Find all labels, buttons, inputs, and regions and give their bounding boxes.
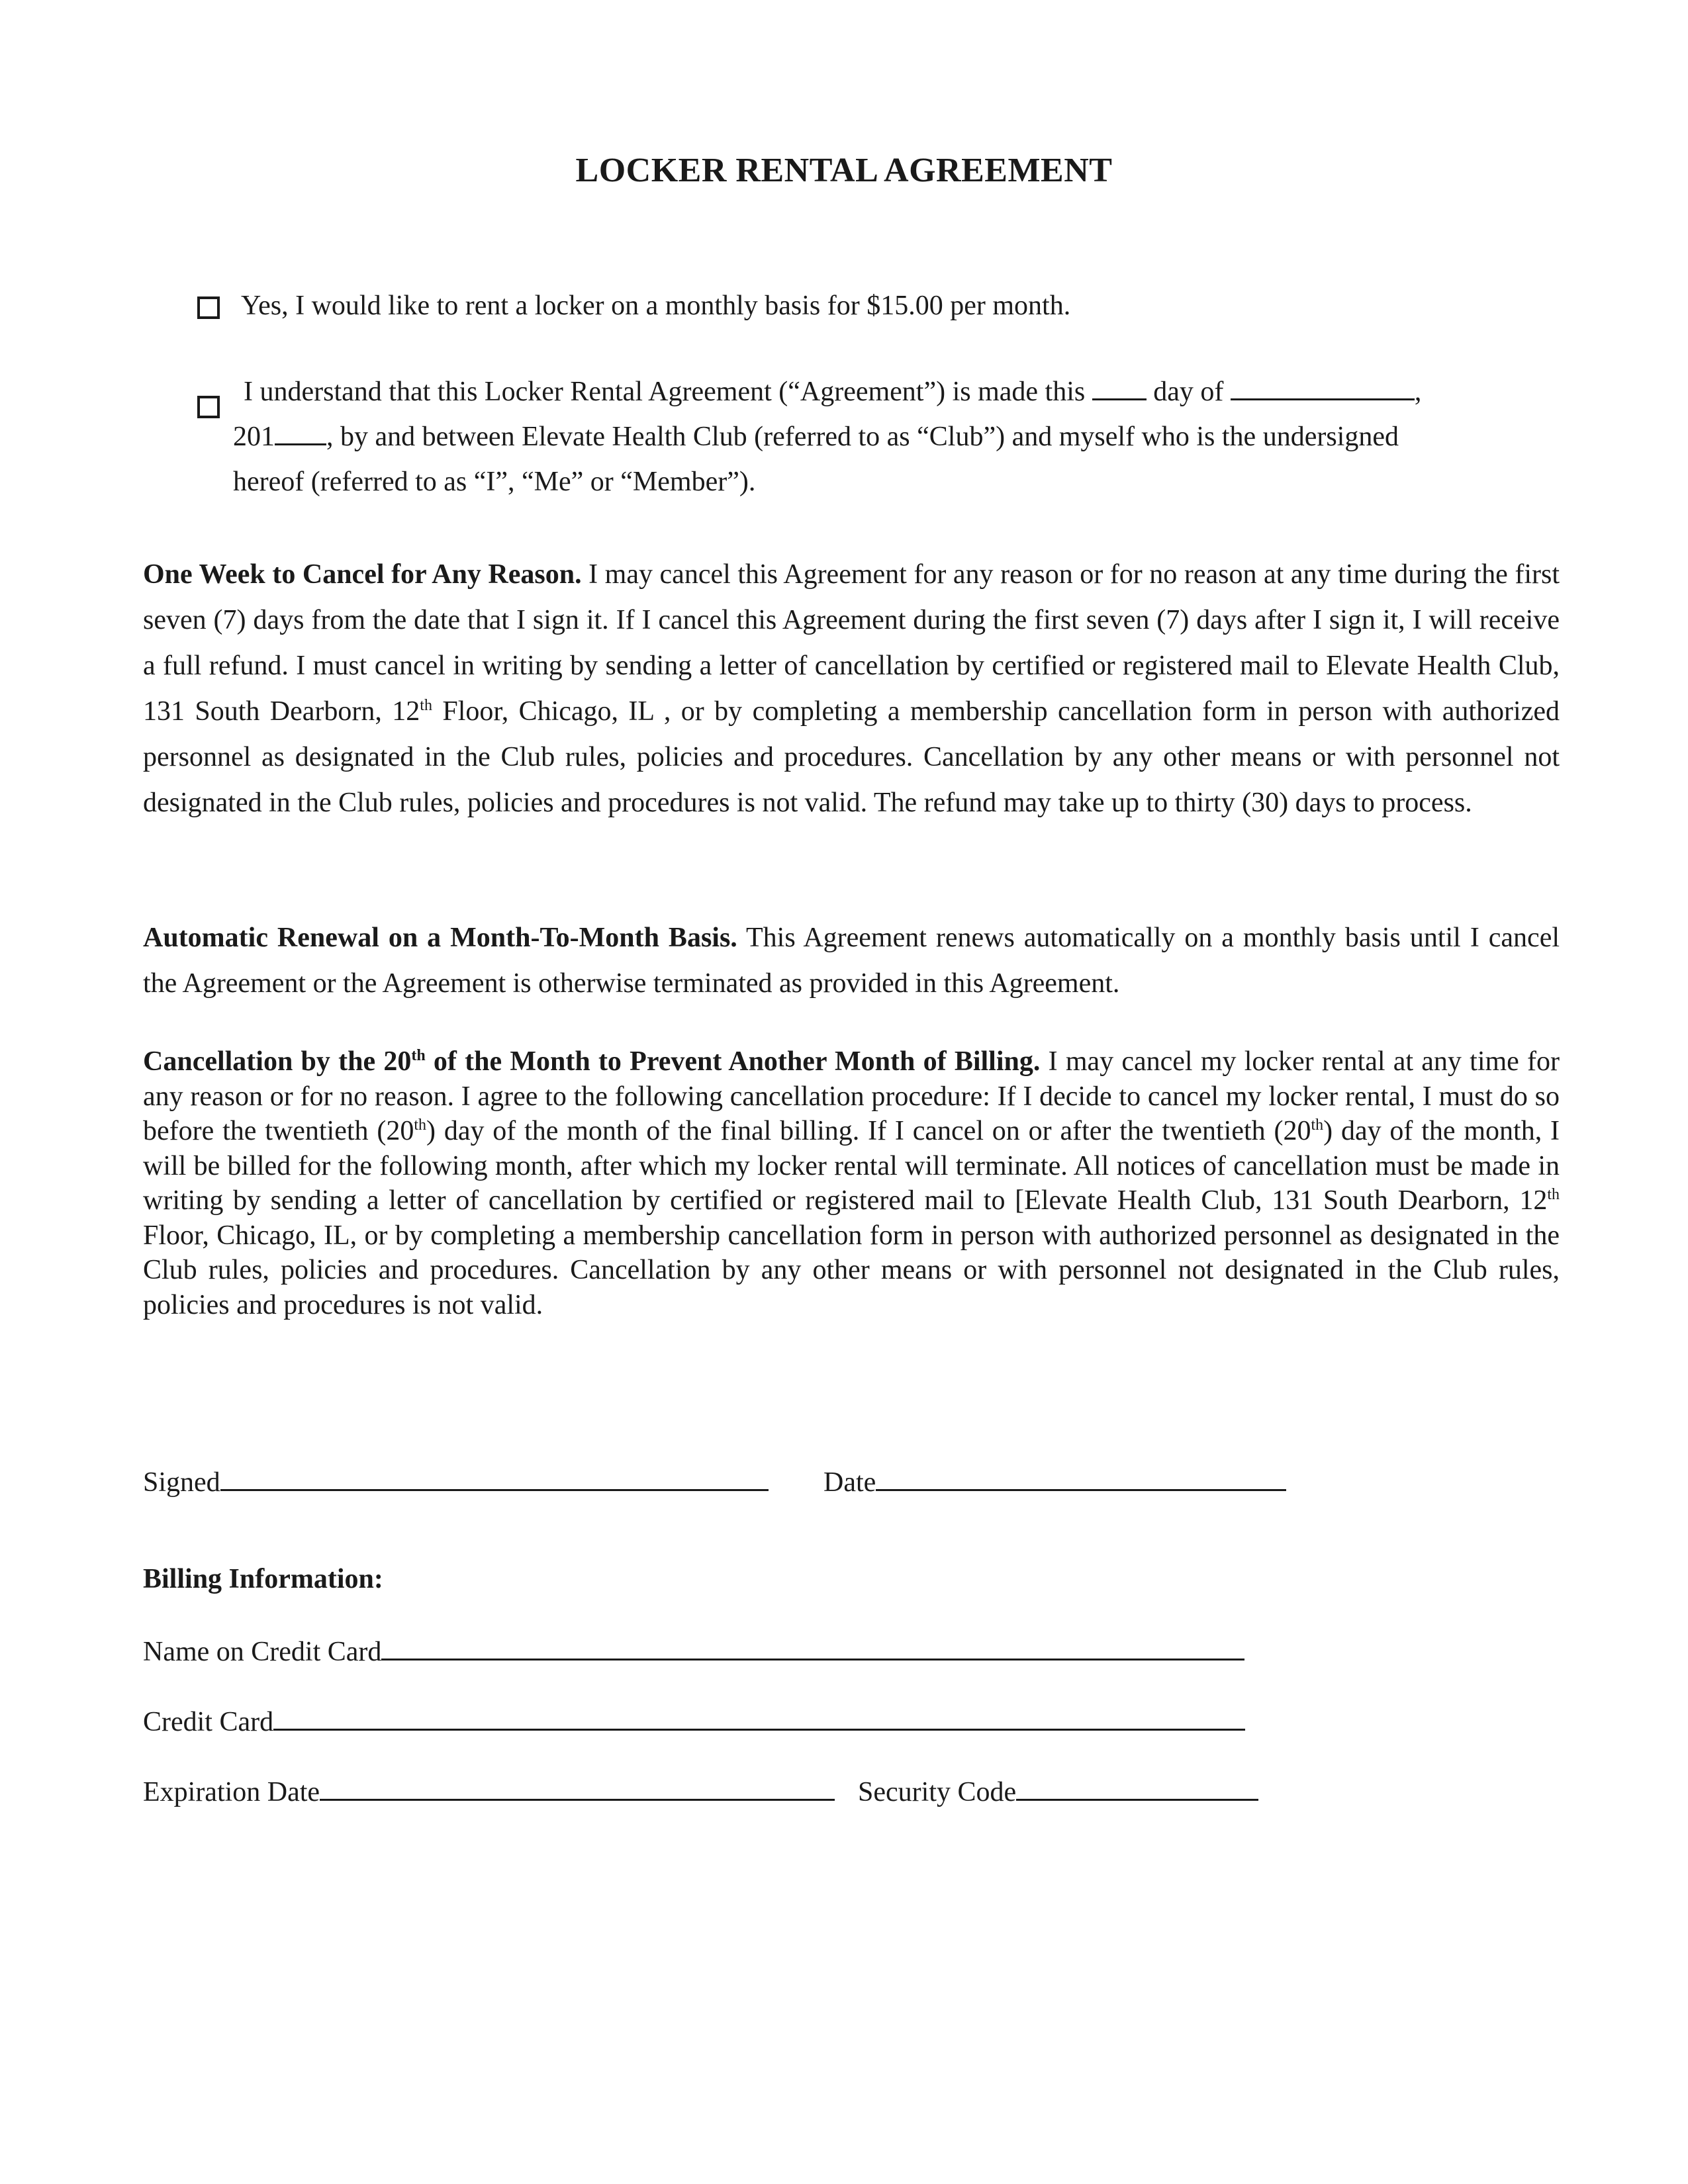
date-field[interactable] — [876, 1467, 1286, 1491]
credit-card-field[interactable] — [273, 1706, 1245, 1731]
auto-renewal-heading: Automatic Renewal on a Month-To-Month Basis. — [143, 923, 737, 953]
cancel-20th-heading-b: of the Month to Prevent Another Month of Billing. — [425, 1046, 1041, 1077]
agreement-text-made-this: I understand that this Locker Rental Agreement (“Agreement”) is made this — [244, 377, 1086, 407]
expiration-row — [143, 1772, 835, 1812]
cancel-week-paragraph — [143, 552, 1560, 826]
day-blank[interactable] — [1092, 376, 1147, 400]
cancel-20th-body-2: ) day of the month of the final billing. If I cancel on or after the twentieth (20 — [426, 1116, 1311, 1146]
auto-renewal-body: This Agreement renews automatically on a monthly basis until I cancel the Agreement or the Agreement is otherwise terminated as provided in this Agreement. — [143, 923, 1560, 999]
cancel-20th-sup-2: th — [1311, 1116, 1324, 1134]
security-code-field[interactable] — [1016, 1776, 1258, 1801]
rent-locker-option-text: Yes, I would like to rent a locker on a monthly basis for $15.00 per month. — [241, 291, 1071, 321]
agreement-text-day-of: day of — [1153, 377, 1224, 407]
cancel-week-body-b: Floor, Chicago, IL , or by completing a membership cancellation form in person with authorized personnel as designated in the Club rules, policies and procedures. Cancellation by any other means or with personnel not designated in the Club rules, policies and procedures is not valid. The refund may take up to thirty (30) days to process. — [143, 696, 1560, 818]
cancel-20th-body-1: I may cancel my locker rental at any time for any reason or for no reason. I agree to the following cancellation procedure: If I decide to cancel my locker rental, I must do so before the twentieth (20 — [143, 1046, 1560, 1146]
document-title: LOCKER RENTAL AGREEMENT — [575, 152, 1113, 189]
security-code-row — [858, 1772, 1258, 1812]
expiration-label: Expiration Date — [143, 1777, 320, 1807]
agreement-text-comma: , — [1414, 377, 1422, 407]
agreement-line-3: hereof (referred to as “I”, “Me” or “Member”). — [233, 467, 756, 497]
year-blank[interactable] — [275, 421, 326, 445]
name-on-card-row — [143, 1632, 1244, 1672]
credit-card-label: Credit Card — [143, 1707, 274, 1737]
cancel-20th-body-4: Floor, Chicago, IL, or by completing a membership cancellation form in person with authorized personnel as designated in the Club rules, policies and procedures. Cancellation by any other means or with personnel not designated in the Club rules, policies and procedures is not valid. — [143, 1220, 1560, 1320]
cancel-week-heading: One Week to Cancel for Any Reason. — [143, 559, 582, 590]
signature-row — [143, 1463, 769, 1502]
name-on-card-label: Name on Credit Card — [143, 1637, 382, 1667]
billing-information-heading: Billing Information: — [143, 1564, 383, 1594]
cancel-20th-sup-3: th — [1547, 1186, 1560, 1203]
cancel-20th-heading-a: Cancellation by the 20 — [143, 1046, 412, 1077]
signature-field[interactable] — [220, 1467, 769, 1491]
cancel-week-body-a: I may cancel this Agreement for any reason or for no reason at any time during the first seven (7) days from the date that I sign it. If I cancel this Agreement during the first seven (7) days after I sign it, I will receive a full refund. I must cancel in writing by sending a letter of cancellation by certified or registered mail to Elevate Health Club, 131 South Dearborn, 12 — [143, 559, 1560, 727]
cancel-20th-body-3: ) day of the month, I will be billed for the following month, after which my locker rental will terminate. All notices of cancellation must be made in writing by sending a letter of cancellation by certified or registered mail to [Elevate Health Club, 131 South Dearborn, 12 — [143, 1116, 1560, 1216]
signed-label: Signed — [143, 1467, 220, 1498]
name-on-card-field[interactable] — [381, 1636, 1244, 1661]
month-blank[interactable] — [1231, 376, 1415, 400]
cancel-20th-sup-1: th — [414, 1116, 426, 1134]
agreement-text-year-prefix: 201 — [233, 422, 275, 452]
agreement-line-1 — [244, 369, 1421, 414]
date-label: Date — [823, 1467, 876, 1498]
credit-card-row — [143, 1702, 1245, 1742]
security-code-label: Security Code — [858, 1777, 1017, 1807]
cancel-week-sup: th — [420, 697, 432, 714]
cancel-20th-paragraph — [143, 1044, 1560, 1322]
expiration-field[interactable] — [320, 1776, 835, 1801]
date-row — [823, 1463, 1286, 1502]
cancel-20th-heading-sup: th — [411, 1047, 426, 1064]
agreement-line-2 — [233, 414, 1399, 459]
auto-renewal-paragraph — [143, 915, 1560, 1007]
agreement-acknowledge-checkbox[interactable] — [197, 396, 220, 418]
rent-locker-checkbox[interactable] — [197, 296, 220, 319]
agreement-text-parties: , by and between Elevate Health Club (referred to as “Club”) and myself who is the undersigned — [326, 422, 1399, 452]
